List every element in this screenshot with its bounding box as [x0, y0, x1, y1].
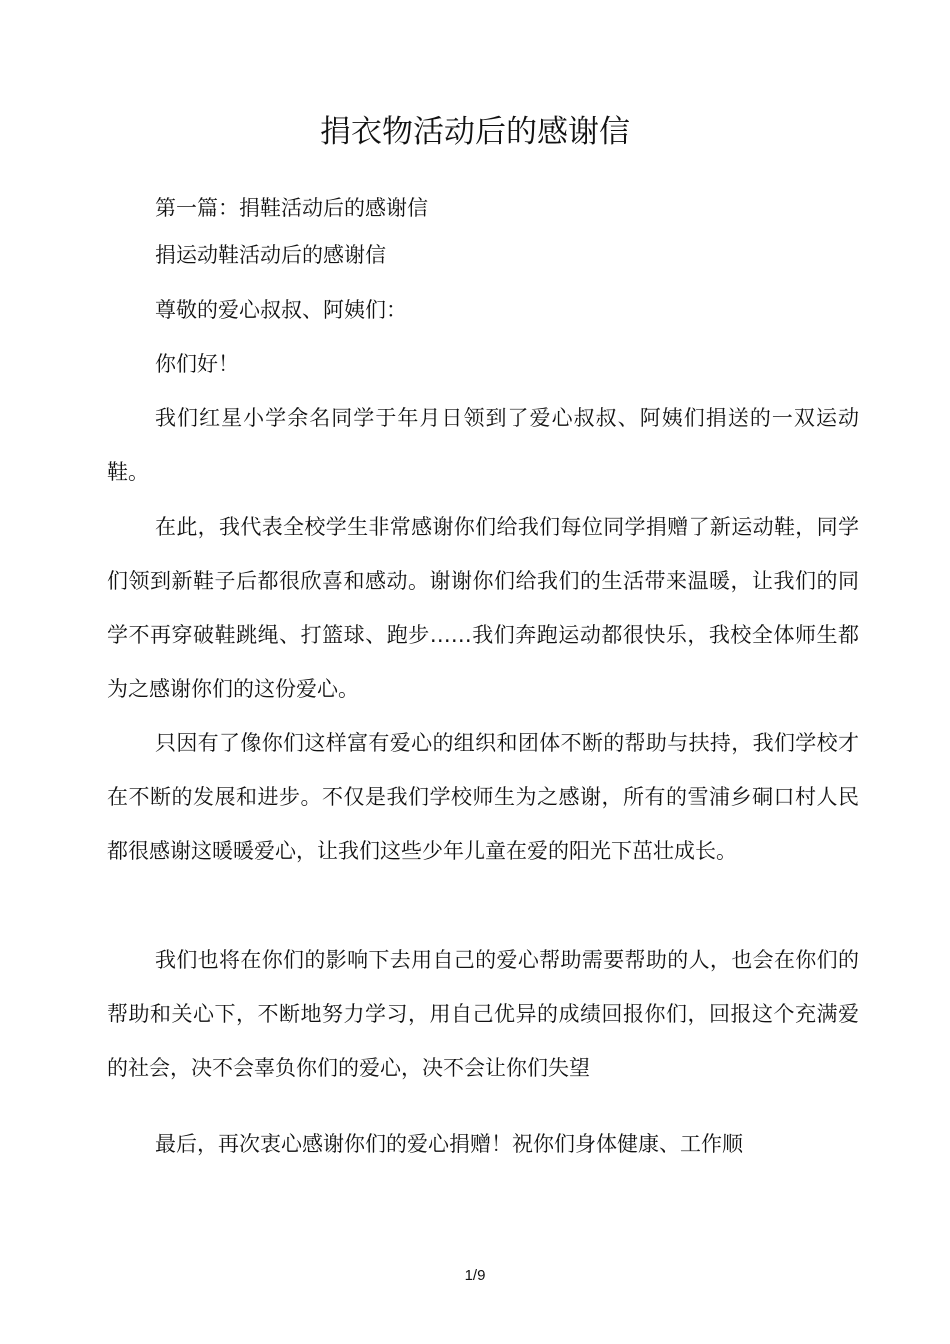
- body-paragraph-2: 在此，我代表全校学生非常感谢你们给我们每位同学捐赠了新运动鞋，同学们领到新鞋子后都很欣喜和感动。谢谢你们给我们的生活带来温暖，让我们的同学不再穿破鞋跳绳、打篮球、跑步……我们奔跑运动都很快乐，我校全体师生都为之感谢你们的这份爱心。: [107, 515, 859, 701]
- body-paragraph-4: 我们也将在你们的影响下去用自己的爱心帮助需要帮助的人，也会在你们的帮助和关心下，不断地努力学习，用自己优异的成绩回报你们，回报这个充满爱的社会，决不会辜负你们的爱心，决不会让你们失望: [107, 948, 859, 1080]
- letter-subtitle: 捐运动鞋活动后的感谢信: [155, 243, 386, 267]
- closing-line: 最后，再次衷心感谢你们的爱心捐赠！祝你们身体健康、工作顺: [155, 1132, 743, 1156]
- document-title: 捐衣物活动后的感谢信: [320, 114, 630, 150]
- body-paragraph-1: 我们红星小学余名同学于年月日领到了爱心叔叔、阿姨们捐送的一双运动鞋。: [107, 406, 859, 484]
- section-heading: 第一篇：捐鞋活动后的感谢信: [155, 196, 428, 220]
- body-paragraph-3: 只因有了像你们这样富有爱心的组织和团体不断的帮助与扶持，我们学校才在不断的发展和进步。不仅是我们学校师生为之感谢，所有的雪浦乡硐口村人民都很感谢这暖暖爱心，让我们这些少年儿童在爱的阳光下茁壮成长。: [107, 731, 859, 863]
- greeting: 你们好！: [155, 352, 239, 376]
- page-number: 1/9: [464, 1267, 486, 1284]
- salutation: 尊敬的爱心叔叔、阿姨们：: [155, 298, 407, 322]
